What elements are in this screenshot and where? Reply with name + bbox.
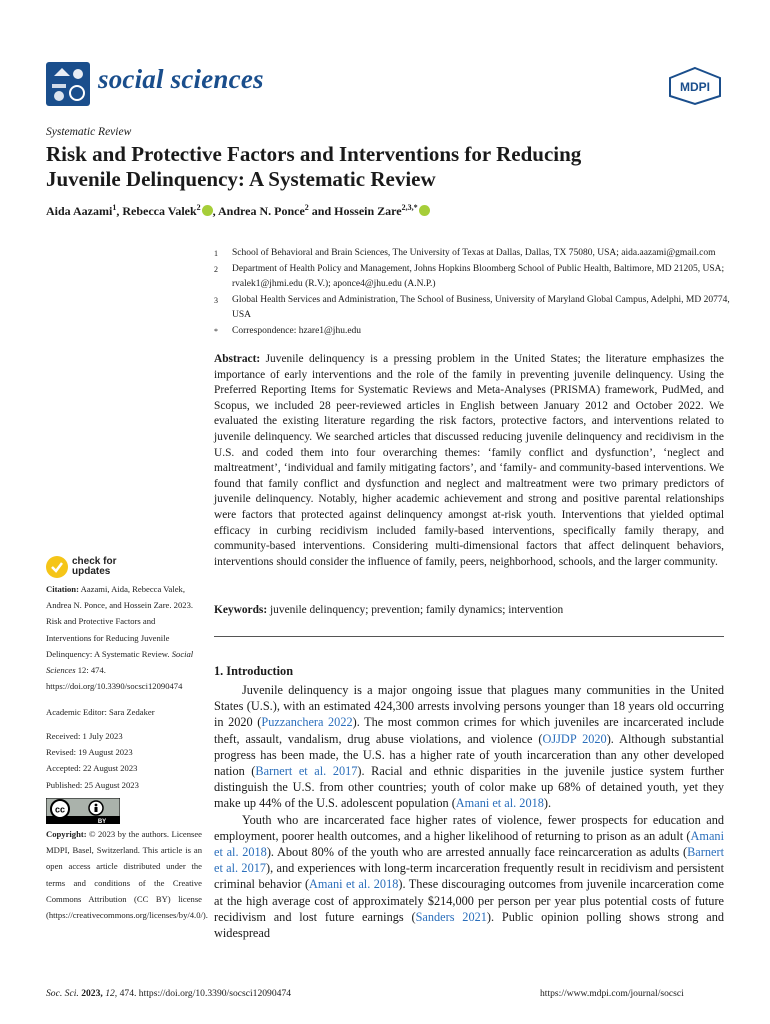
copyright-label: Copyright: <box>46 829 87 839</box>
author-separator: , <box>212 204 219 218</box>
cc-license-text: BY <box>97 819 107 824</box>
citation-label: Citation: <box>46 584 79 594</box>
svg-text:cc: cc <box>54 804 66 815</box>
affiliation-item <box>214 262 734 293</box>
section-heading-introduction: 1. Introduction <box>214 664 294 678</box>
keywords-label: Keywords: <box>214 604 268 616</box>
citation-block <box>46 581 202 694</box>
affiliations <box>214 246 734 339</box>
author-affiliation-sup: 2,3,* <box>401 203 418 212</box>
footer-volume: 12, <box>105 988 118 999</box>
mdpi-logo-icon[interactable] <box>666 66 724 106</box>
author-separator: and <box>308 204 335 218</box>
mdpi-logo-text: MDPI <box>680 80 710 94</box>
paragraph-2: Youth who are incarcerated face higher rates of violence, fewer prospects for education and employment, poorer health outcomes, and a higher likelihood of returning to prison as an adult (Amani et al. 2018). About 80% of the youth who are arrested annually face reincarceration as adults (Barnert et al. 2017), and experiences with long-term incarceration frequently result in recidivism and persistent criminal behavior (Amani et al. 2018). These discouraging outcomes from juvenile incarceration come at the high average cost of approximately $214,000 per person per year plus potential costs of future recidivism and lost future earnings (Sanders 2021). Public opinion polling shows strong and widespread <box>214 812 724 941</box>
footer-year: 2023, <box>81 988 103 999</box>
article-title <box>46 142 736 192</box>
affiliation-item <box>214 293 734 324</box>
published-date: Published: 25 August 2023 <box>46 779 139 790</box>
citation-link[interactable]: Amani et al. 2018 <box>309 877 399 892</box>
affiliation-item <box>214 246 734 262</box>
orcid-icon[interactable] <box>202 205 213 216</box>
citation-text: Aazami, Aida, Rebecca Valek, Andrea N. Ponce, and Hossein Zare. 2023. Risk and Protective Factors and Interventions for Reducing Juvenile Delinquency: A Systematic Review. <box>46 584 194 659</box>
affiliation-text: School of Behavioral and Brain Sciences, The University of Texas at Dallas, Dallas, TX 75080, USA; aida.aazami@gmail.com <box>232 248 716 258</box>
author-name: Hossein Zare <box>334 204 402 218</box>
author-affiliation-sup: 2 <box>304 203 309 212</box>
citation-link[interactable]: Puzzanchera 2022 <box>261 715 353 730</box>
author-separator: , <box>116 204 123 218</box>
citation-link[interactable]: Sanders 2021 <box>415 909 487 924</box>
accepted-date: Accepted: 22 August 2023 <box>46 763 138 774</box>
title-line-2: Juvenile Delinquency: A Systematic Review <box>46 167 436 191</box>
revised-date: Revised: 19 August 2023 <box>46 747 133 758</box>
affiliation-number: 1 <box>214 249 218 258</box>
affiliation-text: Global Health Services and Administration, The School of Business, University of Maryland Global Campus, Adelphi, MD 20774, USA <box>232 294 730 320</box>
footer-citation <box>46 988 291 999</box>
paragraph-1: Juvenile delinquency is a major ongoing issue that plagues many communities in the United States (U.S.), with an estimated 424,300 arrests involving persons younger than 18 years old occurring in 2020 (Puzzanchera 2022). The most common crimes for which juveniles are incarcerated include theft, assault, vandalism, drug abuse violations, and violence (OJJDP 2020). Although substantial progress has been made, the U.S. has a higher rate of youth incarceration than any other developed nation (Barnert et al. 2017). Racial and ethnic disparities in the juvenile justice system further distinguish the U.S. from other countries; youth of color make up 68% of detained youth, yet they make up 44% of the U.S. adolescent population (Amani et al. 2018). <box>214 683 725 811</box>
abstract-text: Juvenile delinquency is a pressing problem in the United States; the literature emphasizes the importance of early interventions and the role of the family in preventing juvenile delinquency. Using the Preferred Reporting Items for Systematic Reviews and Meta-Analyses (PRISMA) framework, PudMed, and Scopus, we included 28 peer-reviewed articles in English between January 2012 and October 2022. We evaluated the existing literature regarding the risk factors, protective factors, and interventions related to juvenile delinquency. We searched articles that discussed reducing juvenile delinquency and recidivism in the U.S. and coded them into four overarching themes: ‘family conflict and dysfunction’, ‘neglect and maltreatment’, ‘individual and family mitigating factors’, and ‘family- and community-based interventions. We found that family conflict and dysfunction and neglect and maltreatment were two primary predictors of juvenile delinquency. Notably, higher academic achievement and strong and positive parental relationships were factors that protected against delinquency amongst at-risk youth. Interventions that yielded optimal efficacy in curbing recidivism included family-based interventions, specifically family therapy, and community-based interventions. Considering multi-dimensional factors that affect delinquent behaviors, interventions should consider the influence of family, peers, neighborhood, schools, and the larger community. <box>214 353 724 568</box>
citation-link[interactable]: OJJDP 2020 <box>542 731 607 746</box>
author-name: Andrea N. Ponce <box>218 204 305 218</box>
orcid-icon[interactable] <box>419 205 430 216</box>
citation-link[interactable]: Amani et al. 2018 <box>455 796 544 811</box>
copyright-block <box>46 826 208 923</box>
title-line-1: Risk and Protective Factors and Interventions for Reducing <box>46 142 582 166</box>
author-name: Rebecca Valek <box>122 204 197 218</box>
introduction-body <box>214 682 724 941</box>
keywords-text: juvenile delinquency; prevention; family dynamics; intervention <box>270 604 564 616</box>
citation-link[interactable]: Barnert et al. 2017 <box>214 845 724 876</box>
journal-name[interactable]: social sciences <box>98 64 264 94</box>
check-updates-icon <box>46 556 68 578</box>
affiliation-text: Department of Health Policy and Management, Johns Hopkins Bloomberg School of Public Health, Baltimore, MD 21205, USA; rvalek1@jhmi.edu (R.V.); aponce4@jhu.edu (A.N.P.) <box>232 263 725 289</box>
check-updates-label: check for updates <box>72 556 117 577</box>
footer-doi[interactable]: 474. https://doi.org/10.3390/socsci12090474 <box>119 988 292 999</box>
footer-journal-url[interactable]: https://www.mdpi.com/journal/socsci <box>540 988 684 999</box>
footer-journal-abbrev: Soc. Sci. <box>46 988 79 999</box>
academic-editor: Academic Editor: Sara Zedaker <box>46 707 155 717</box>
section-divider <box>214 636 724 637</box>
dates-block <box>46 728 202 793</box>
citation-journal: Social Sciences <box>46 648 194 676</box>
journal-emblem-icon <box>46 62 90 106</box>
affiliation-number: 2 <box>214 264 218 274</box>
cc-by-license-icon[interactable] <box>46 798 120 824</box>
author-list <box>46 203 430 219</box>
abstract-label: Abstract: <box>214 353 261 365</box>
article-type: Systematic Review <box>46 126 132 138</box>
author-name: Aida Aazami <box>46 204 113 218</box>
citation-link[interactable]: Amani et al. 2018 <box>214 828 724 860</box>
affiliation-number: * <box>214 326 218 336</box>
affiliation-number: 3 <box>214 295 218 305</box>
author-affiliation-sup: 1 <box>112 203 117 212</box>
received-date: Received: 1 July 2023 <box>46 731 123 741</box>
check-for-updates-button[interactable] <box>46 556 126 580</box>
author-affiliation-sup: 2 <box>196 203 201 212</box>
affiliation-item <box>214 324 734 340</box>
affiliation-text: Correspondence: hzare1@jhu.edu <box>232 325 362 336</box>
citation-link[interactable]: Barnert et al. 2017 <box>255 764 358 779</box>
keywords <box>214 604 724 616</box>
abstract <box>214 352 724 570</box>
citation-rest: 12: 474. https://doi.org/10.3390/socsci12090474 <box>46 665 183 692</box>
copyright-text: © 2023 by the authors. Licensee MDPI, Basel, Switzerland. This article is an open access article distributed under the terms and conditions of the Creative Commons Attribution (CC BY) license (https://creativecommons.org/licenses/by/4.0/). <box>46 829 208 921</box>
